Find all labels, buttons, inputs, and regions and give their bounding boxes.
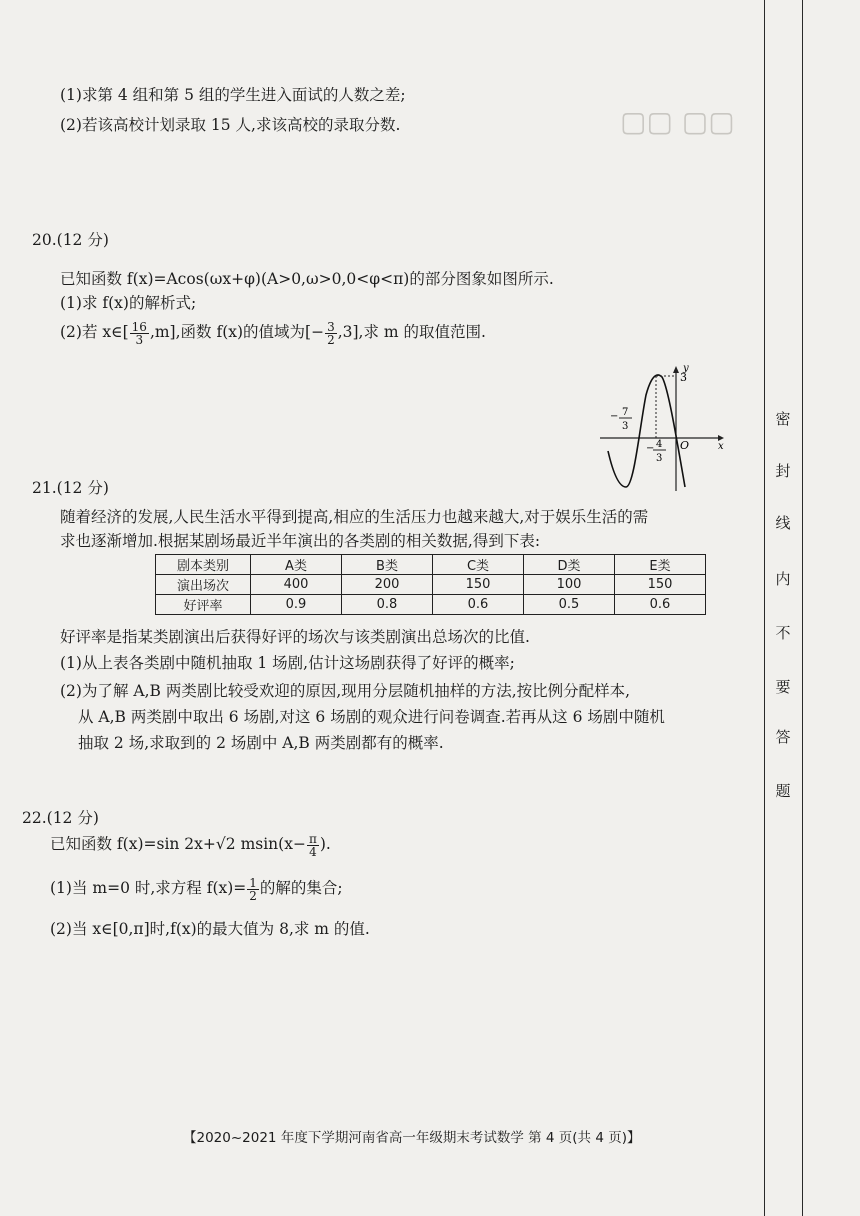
page-footer: 【2020~2021 年度下学期河南省高一年级期末考试数学 第 4 页(共 4 页)】	[183, 1130, 641, 1146]
table-header-cell: E类	[615, 555, 706, 575]
table-cell: 0.6	[615, 595, 706, 615]
q22-part1	[50, 876, 343, 902]
q21-stem-line1: 随着经济的发展,人民生活水平得到提高,相应的生活压力也越来越大,对于娱乐生活的需	[60, 508, 649, 526]
binding-margin-rule-right	[802, 0, 803, 1216]
tick-left-denominator: 3	[622, 421, 629, 432]
q22-stem-text-b: ).	[319, 835, 331, 853]
q19-part1: (1)求第 4 组和第 5 组的学生进入面试的人数之差;	[60, 86, 406, 104]
table-cell: 400	[251, 575, 342, 595]
q21-data-table	[155, 554, 706, 615]
fraction-denominator: 4	[309, 844, 317, 859]
table-cell: 100	[524, 575, 615, 595]
fraction-denominator: 2	[327, 332, 335, 347]
cosine-curve	[608, 375, 685, 487]
table-cell: 0.5	[524, 595, 615, 615]
table-header-cell: C类	[433, 555, 524, 575]
q21-part2-line3: 抽取 2 场,求取到的 2 场剧中 A,B 两类剧都有的概率.	[78, 734, 444, 752]
bleed-through-decoration: ▢▢ ▢▢	[620, 105, 735, 138]
table-cell: 好评率	[156, 595, 251, 615]
seal-char: 答	[775, 728, 791, 746]
y-axis-label: y	[683, 365, 689, 374]
seal-char: 不	[775, 624, 791, 642]
table-cell: 200	[342, 575, 433, 595]
seal-char: 要	[775, 678, 791, 696]
q22-part2: (2)当 x∈[0,π]时,f(x)的最大值为 8,求 m 的值.	[50, 920, 370, 938]
q20-part2	[60, 320, 486, 346]
q20-stem: 已知函数 f(x)=Acos(ωx+φ)(A>0,ω>0,0<φ<π)的部分图象如图所示.	[60, 270, 554, 288]
q21-part2-line2: 从 A,B 两类剧中取出 6 场剧,对这 6 场剧的观众进行问卷调查.若再从这 6 场剧中随机	[78, 708, 665, 726]
q22-stem-fraction-pi-4	[307, 833, 319, 858]
q21-part2-line1: (2)为了解 A,B 两类剧比较受欢迎的原因,现用分层随机抽样的方法,按比例分配样本,	[60, 682, 631, 700]
table-row	[156, 575, 706, 595]
q22-part1-text-a: (1)当 m=0 时,求方程 f(x)=	[50, 879, 247, 897]
seal-char: 题	[775, 782, 791, 800]
q20-part2-fraction-3-2	[325, 321, 337, 346]
q21-number: 21.(12 分)	[32, 479, 109, 497]
table-cell: 0.6	[433, 595, 524, 615]
table-row	[156, 595, 706, 615]
table-header-cell: B类	[342, 555, 433, 575]
tick-mid-denominator: 3	[656, 453, 663, 464]
y-axis-arrow	[673, 366, 679, 373]
q20-function-graph	[590, 365, 730, 495]
q20-number: 20.(12 分)	[32, 231, 109, 249]
fraction-numerator: 16	[131, 319, 147, 334]
q22-stem	[50, 832, 331, 858]
q20-part2-text-c: ,3],求 m 的取值范围.	[337, 323, 486, 341]
table-cell: 150	[433, 575, 524, 595]
table-header-cell: 剧本类别	[156, 555, 251, 575]
tick-left-minus: −	[610, 411, 619, 422]
q20-part1: (1)求 f(x)的解析式;	[60, 294, 197, 312]
q20-part2-text-a: (2)若 x∈[	[60, 323, 129, 341]
table-header-row	[156, 555, 706, 575]
table-cell: 0.9	[251, 595, 342, 615]
fraction-numerator: 3	[327, 319, 335, 334]
fraction-denominator: 3	[135, 332, 144, 347]
fraction-numerator: 1	[249, 875, 257, 890]
q21-stem-line2: 求也逐渐增加.根据某剧场最近半年演出的各类剧的相关数据,得到下表:	[60, 532, 541, 550]
table-header-cell: A类	[251, 555, 342, 575]
fraction-numerator: π	[308, 831, 317, 846]
table-cell: 150	[615, 575, 706, 595]
seal-char: 内	[775, 570, 791, 588]
seal-char: 封	[775, 462, 791, 480]
binding-margin-rule-left	[764, 0, 765, 1216]
q21-part1: (1)从上表各类剧中随机抽取 1 场剧,估计这场剧获得了好评的概率;	[60, 654, 515, 672]
origin-label: O	[680, 439, 690, 452]
tick-left-numerator: 7	[622, 407, 629, 418]
q21-note: 好评率是指某类剧演出后获得好评的场次与该类剧演出总场次的比值.	[60, 628, 530, 646]
q19-part2: (2)若该高校计划录取 15 人,求该高校的录取分数.	[60, 116, 401, 134]
q22-stem-text-a: 已知函数 f(x)=sin 2x+√2 msin(x−	[50, 835, 306, 853]
x-axis-label: x	[718, 441, 724, 452]
q22-part1-fraction-1-2	[247, 877, 259, 902]
q20-part2-fraction-16-3	[130, 321, 149, 346]
table-cell: 演出场次	[156, 575, 251, 595]
q22-number: 22.(12 分)	[22, 809, 99, 827]
tick-mid-numerator: 4	[656, 439, 663, 450]
table-header-cell: D类	[524, 555, 615, 575]
table-cell: 0.8	[342, 595, 433, 615]
tick-mid-minus: −	[646, 443, 655, 454]
fraction-denominator: 2	[249, 888, 257, 903]
q20-part2-text-b: ,m],函数 f(x)的值域为[−	[149, 323, 325, 341]
seal-char: 密	[775, 410, 791, 428]
max-value-label: 3	[680, 371, 687, 384]
q22-part1-text-b: 的解的集合;	[259, 879, 343, 897]
seal-char: 线	[775, 514, 791, 532]
